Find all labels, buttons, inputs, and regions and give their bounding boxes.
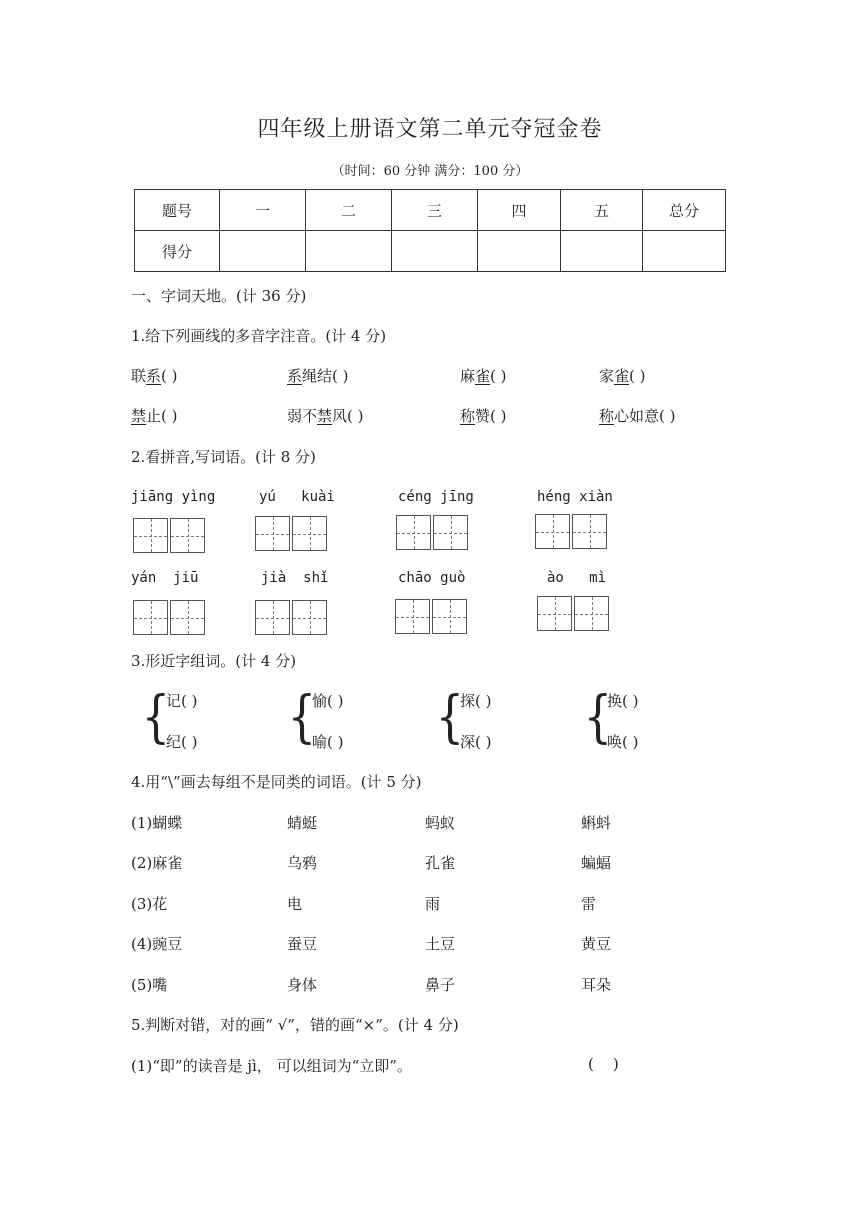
score-input-cell[interactable] [220,231,306,272]
polyphone-item: 弱不禁风( ) [287,407,364,425]
brace-icon: { [287,685,317,750]
writing-grid[interactable] [535,514,609,550]
pinyin-label: jià shǐ [261,570,329,586]
word-group-item[interactable]: 雷 [581,895,597,913]
score-input-cell[interactable] [643,231,726,272]
word-group-item[interactable]: (5)嘴 [131,976,168,994]
writing-grid[interactable] [133,518,207,554]
question-prompt: 4.用“\”画去每组不是同类的词语。(计 5 分) [131,773,422,791]
pinyin-label: yú kuài [259,489,335,505]
answer-parentheses[interactable]: ( ) [588,1055,619,1073]
score-table-cell: 三 [392,190,478,231]
word-group-item[interactable]: 鼻子 [425,976,456,994]
writing-grid[interactable] [395,599,469,635]
word-group-item[interactable]: 电 [287,895,303,913]
score-table [134,189,726,272]
word-pair-item: 纪( ) [166,733,198,751]
word-pair-item: 愉( ) [312,692,344,710]
writing-grid[interactable] [255,600,329,636]
pinyin-label: ào mì [547,570,607,586]
score-table-cell: 五 [561,190,643,231]
score-table-score-row [135,231,726,272]
score-table-cell: 总分 [643,190,726,231]
score-table-cell: 二 [306,190,392,231]
score-input-cell[interactable] [561,231,643,272]
score-table-cell: 题号 [135,190,220,231]
score-input-cell[interactable] [478,231,561,272]
writing-grid[interactable] [133,600,207,636]
word-group-item[interactable]: 身体 [287,976,318,994]
score-input-cell[interactable] [392,231,478,272]
word-group-item[interactable]: (1)蝴蝶 [131,814,183,832]
question-prompt: 3.形近字组词。(计 4 分) [131,652,297,670]
section-heading: 一、字词天地。(计 36 分) [131,287,307,305]
question-prompt: 2.看拼音,写词语。(计 8 分) [131,448,316,466]
polyphone-item: 禁止( ) [131,407,178,425]
word-group-item[interactable]: 孔雀 [425,854,456,872]
score-input-cell[interactable] [306,231,392,272]
word-group-item[interactable]: 黄豆 [581,935,612,953]
word-pair-item: 深( ) [460,733,492,751]
pinyin-label: chāo guò [398,570,466,586]
question-prompt: 5.判断对错，对的画“ √”，错的画“×”。(计 4 分) [131,1016,459,1034]
score-table-cell: 一 [220,190,306,231]
word-group-item[interactable]: 雨 [425,895,441,913]
question-prompt: 1.给下列画线的多音字注音。(计 4 分) [131,327,387,345]
word-pair-item: 喻( ) [312,733,344,751]
word-group-item[interactable]: 蚂蚁 [425,814,456,832]
polyphone-item: 称心如意( ) [599,407,676,425]
word-group-item[interactable]: 乌鸦 [287,854,318,872]
word-group-item[interactable]: 土豆 [425,935,456,953]
polyphone-item: 麻雀( ) [460,367,507,385]
pinyin-label: jiāng yìng [131,489,216,505]
polyphone-item: 系绳结( ) [287,367,349,385]
pinyin-label: héng xiàn [537,489,613,505]
brace-icon: { [583,685,613,750]
word-pair-item: 换( ) [607,692,639,710]
pinyin-label: céng jīng [398,489,474,505]
brace-icon: { [141,685,171,750]
word-group-item[interactable]: 耳朵 [581,976,612,994]
polyphone-item: 家雀( ) [599,367,646,385]
word-pair-item: 探( ) [460,692,492,710]
word-group-item[interactable]: (2)麻雀 [131,854,183,872]
word-group-item[interactable]: (4)豌豆 [131,935,183,953]
page-subtitle: （时间：60 分钟 满分：100 分） [331,164,529,179]
brace-icon: { [435,685,465,750]
word-pair-item: 记( ) [166,692,198,710]
word-group-item[interactable]: 蝙蝠 [581,854,612,872]
page-title: 四年级上册语文第二单元夺冠金卷 [257,117,603,142]
writing-grid[interactable] [396,515,470,551]
word-group-item[interactable]: 蜻蜓 [287,814,318,832]
word-pair-item: 唤( ) [607,733,639,751]
word-group-item[interactable]: 蚕豆 [287,935,318,953]
score-table-cell: 得分 [135,231,220,272]
true-false-item: (1)“即”的读音是 jì， 可以组词为“立即”。 [131,1057,412,1075]
writing-grid[interactable] [255,516,329,552]
polyphone-item: 称赞( ) [460,407,507,425]
word-group-item[interactable]: 蝌蚪 [581,814,612,832]
pinyin-label: yán jiū [131,570,199,586]
score-table-header-row [135,190,726,231]
score-table-cell: 四 [478,190,561,231]
word-group-item[interactable]: (3)花 [131,895,168,913]
polyphone-item: 联系( ) [131,367,178,385]
writing-grid[interactable] [537,596,611,632]
